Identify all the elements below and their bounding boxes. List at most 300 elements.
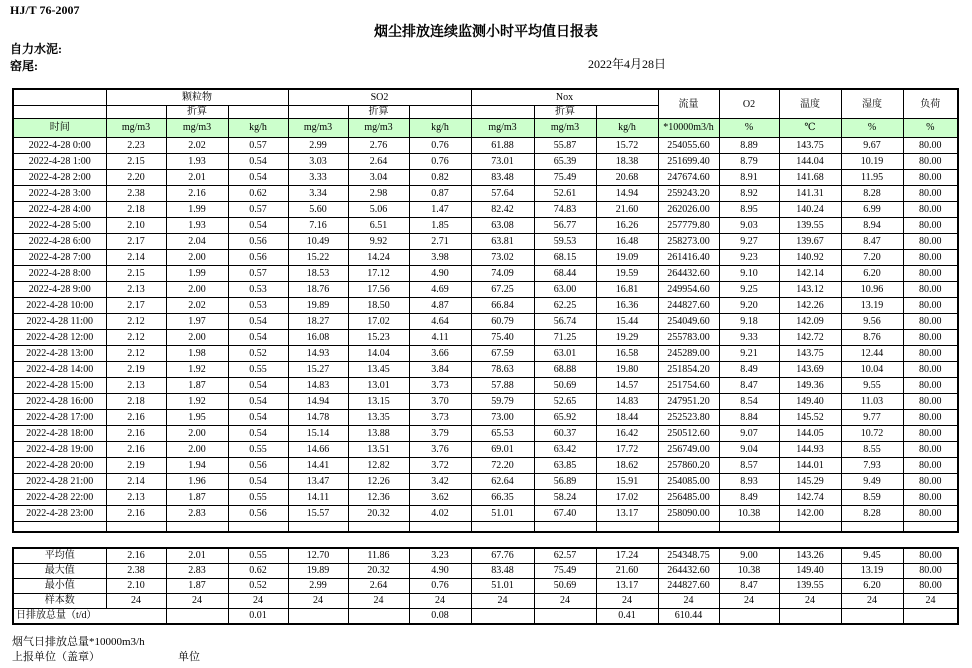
value-cell: 244827.60 bbox=[658, 298, 719, 314]
value-cell: 78.63 bbox=[471, 362, 534, 378]
value-cell: 59.53 bbox=[534, 234, 596, 250]
value-cell: 145.52 bbox=[779, 410, 841, 426]
value-cell: 0.53 bbox=[228, 282, 288, 298]
table-row bbox=[13, 458, 958, 474]
value-cell: 1.47 bbox=[409, 202, 471, 218]
value-cell: 12.36 bbox=[348, 490, 409, 506]
value-cell: 7.16 bbox=[288, 218, 348, 234]
group-header-so2: SO2 bbox=[288, 89, 471, 106]
value-cell: 9.10 bbox=[719, 266, 779, 282]
summary-value-cell: 0.52 bbox=[228, 579, 288, 594]
summary-value-cell: 11.86 bbox=[348, 548, 409, 564]
value-cell: 19.80 bbox=[596, 362, 658, 378]
value-cell: 1.92 bbox=[166, 394, 228, 410]
value-cell: 57.64 bbox=[471, 186, 534, 202]
value-cell: 62.64 bbox=[471, 474, 534, 490]
value-cell: 2.98 bbox=[348, 186, 409, 202]
value-cell: 4.11 bbox=[409, 330, 471, 346]
value-cell: 80.00 bbox=[903, 218, 958, 234]
summary-value-cell: 19.89 bbox=[288, 564, 348, 579]
value-cell: 4.87 bbox=[409, 298, 471, 314]
value-cell: 15.72 bbox=[596, 138, 658, 154]
value-cell: 9.20 bbox=[719, 298, 779, 314]
value-cell: 0.54 bbox=[228, 410, 288, 426]
value-cell: 2.00 bbox=[166, 442, 228, 458]
flue-gas-daily-total-note: 烟气日排放总量*10000m3/h bbox=[12, 636, 145, 648]
value-cell: 68.44 bbox=[534, 266, 596, 282]
value-cell: 140.24 bbox=[779, 202, 841, 218]
daily-total-value-cell: 0.08 bbox=[409, 609, 471, 625]
table-row bbox=[13, 298, 958, 314]
value-cell: 14.83 bbox=[288, 378, 348, 394]
table-row bbox=[13, 170, 958, 186]
summary-value-cell: 24 bbox=[471, 594, 534, 609]
value-cell: 2.00 bbox=[166, 250, 228, 266]
value-cell: 80.00 bbox=[903, 458, 958, 474]
value-cell: 67.25 bbox=[471, 282, 534, 298]
summary-label-cell: 样本数 bbox=[13, 594, 106, 609]
column-header-temperature: 温度 bbox=[779, 89, 841, 119]
summary-value-cell: 80.00 bbox=[903, 548, 958, 564]
unit-cell: mg/m3 bbox=[106, 119, 166, 138]
value-cell: 1.87 bbox=[166, 378, 228, 394]
value-cell: 1.93 bbox=[166, 154, 228, 170]
summary-label-cell: 最大值 bbox=[13, 564, 106, 579]
value-cell: 259243.20 bbox=[658, 186, 719, 202]
empty-cell bbox=[471, 522, 534, 533]
value-cell: 142.72 bbox=[779, 330, 841, 346]
value-cell: 141.31 bbox=[779, 186, 841, 202]
empty-cell bbox=[841, 522, 903, 533]
empty-cell bbox=[13, 522, 106, 533]
summary-value-cell: 254348.75 bbox=[658, 548, 719, 564]
value-cell: 8.93 bbox=[719, 474, 779, 490]
value-cell: 2.13 bbox=[106, 282, 166, 298]
value-cell: 2.15 bbox=[106, 154, 166, 170]
value-cell: 2.04 bbox=[166, 234, 228, 250]
value-cell: 65.39 bbox=[534, 154, 596, 170]
summary-value-cell: 9.00 bbox=[719, 548, 779, 564]
value-cell: 68.15 bbox=[534, 250, 596, 266]
value-cell: 141.68 bbox=[779, 170, 841, 186]
value-cell: 1.94 bbox=[166, 458, 228, 474]
column-header-o2: O2 bbox=[719, 89, 779, 119]
time-cell: 2022-4-28 6:00 bbox=[13, 234, 106, 250]
daily-total-value-cell bbox=[348, 609, 409, 625]
value-cell: 1.98 bbox=[166, 346, 228, 362]
summary-value-cell: 24 bbox=[106, 594, 166, 609]
value-cell: 18.38 bbox=[596, 154, 658, 170]
value-cell: 144.93 bbox=[779, 442, 841, 458]
column-header-load: 负荷 bbox=[903, 89, 958, 119]
summary-value-cell: 17.24 bbox=[596, 548, 658, 564]
converted-header-so2: 折算 bbox=[348, 106, 409, 119]
empty-cell bbox=[534, 522, 596, 533]
time-cell: 2022-4-28 15:00 bbox=[13, 378, 106, 394]
summary-label-cell: 最小值 bbox=[13, 579, 106, 594]
value-cell: 16.26 bbox=[596, 218, 658, 234]
value-cell: 2.64 bbox=[348, 154, 409, 170]
summary-value-cell: 24 bbox=[903, 594, 958, 609]
table-row bbox=[13, 314, 958, 330]
value-cell: 5.06 bbox=[348, 202, 409, 218]
value-cell: 0.62 bbox=[228, 186, 288, 202]
summary-value-cell: 2.10 bbox=[106, 579, 166, 594]
summary-value-cell: 24 bbox=[166, 594, 228, 609]
value-cell: 60.79 bbox=[471, 314, 534, 330]
value-cell: 7.20 bbox=[841, 250, 903, 266]
value-cell: 8.55 bbox=[841, 442, 903, 458]
unit-cell: ℃ bbox=[779, 119, 841, 138]
summary-value-cell: 3.23 bbox=[409, 548, 471, 564]
value-cell: 0.54 bbox=[228, 378, 288, 394]
value-cell: 14.11 bbox=[288, 490, 348, 506]
unit-cell: *10000m3/h bbox=[658, 119, 719, 138]
value-cell: 15.14 bbox=[288, 426, 348, 442]
table-row bbox=[13, 218, 958, 234]
value-cell: 6.51 bbox=[348, 218, 409, 234]
time-cell: 2022-4-28 9:00 bbox=[13, 282, 106, 298]
unit-label: 单位 bbox=[178, 651, 200, 663]
summary-value-cell: 24 bbox=[288, 594, 348, 609]
value-cell: 0.76 bbox=[409, 138, 471, 154]
value-cell: 142.26 bbox=[779, 298, 841, 314]
value-cell: 10.49 bbox=[288, 234, 348, 250]
table-row bbox=[13, 362, 958, 378]
value-cell: 249954.60 bbox=[658, 282, 719, 298]
value-cell: 66.35 bbox=[471, 490, 534, 506]
daily-total-value-cell bbox=[903, 609, 958, 625]
value-cell: 63.85 bbox=[534, 458, 596, 474]
value-cell: 9.04 bbox=[719, 442, 779, 458]
summary-value-cell: 75.49 bbox=[534, 564, 596, 579]
value-cell: 8.57 bbox=[719, 458, 779, 474]
value-cell: 14.78 bbox=[288, 410, 348, 426]
time-cell: 2022-4-28 8:00 bbox=[13, 266, 106, 282]
value-cell: 61.88 bbox=[471, 138, 534, 154]
unit-cell: mg/m3 bbox=[288, 119, 348, 138]
value-cell: 14.66 bbox=[288, 442, 348, 458]
value-cell: 63.00 bbox=[534, 282, 596, 298]
table-row bbox=[13, 234, 958, 250]
value-cell: 19.59 bbox=[596, 266, 658, 282]
value-cell: 2.20 bbox=[106, 170, 166, 186]
summary-value-cell: 2.16 bbox=[106, 548, 166, 564]
time-cell: 2022-4-28 20:00 bbox=[13, 458, 106, 474]
summary-row bbox=[13, 594, 958, 609]
value-cell: 3.04 bbox=[348, 170, 409, 186]
value-cell: 9.27 bbox=[719, 234, 779, 250]
time-cell: 2022-4-28 7:00 bbox=[13, 250, 106, 266]
value-cell: 1.95 bbox=[166, 410, 228, 426]
value-cell: 21.60 bbox=[596, 202, 658, 218]
value-cell: 1.87 bbox=[166, 490, 228, 506]
summary-value-cell: 50.69 bbox=[534, 579, 596, 594]
value-cell: 9.03 bbox=[719, 218, 779, 234]
value-cell: 9.49 bbox=[841, 474, 903, 490]
value-cell: 1.93 bbox=[166, 218, 228, 234]
empty-cell bbox=[903, 522, 958, 533]
value-cell: 13.19 bbox=[841, 298, 903, 314]
value-cell: 65.53 bbox=[471, 426, 534, 442]
value-cell: 149.36 bbox=[779, 378, 841, 394]
value-cell: 67.59 bbox=[471, 346, 534, 362]
value-cell: 251699.40 bbox=[658, 154, 719, 170]
value-cell: 15.44 bbox=[596, 314, 658, 330]
value-cell: 254055.60 bbox=[658, 138, 719, 154]
value-cell: 2.16 bbox=[106, 442, 166, 458]
value-cell: 80.00 bbox=[903, 186, 958, 202]
empty-cell bbox=[228, 522, 288, 533]
empty-header-cell bbox=[288, 106, 348, 119]
value-cell: 9.56 bbox=[841, 314, 903, 330]
hourly-data-table bbox=[12, 88, 959, 533]
value-cell: 18.44 bbox=[596, 410, 658, 426]
daily-total-value-cell bbox=[779, 609, 841, 625]
value-cell: 80.00 bbox=[903, 202, 958, 218]
summary-value-cell: 24 bbox=[658, 594, 719, 609]
value-cell: 83.48 bbox=[471, 170, 534, 186]
value-cell: 12.82 bbox=[348, 458, 409, 474]
value-cell: 52.61 bbox=[534, 186, 596, 202]
unit-cell: % bbox=[719, 119, 779, 138]
value-cell: 1.97 bbox=[166, 314, 228, 330]
value-cell: 4.69 bbox=[409, 282, 471, 298]
table-row bbox=[13, 154, 958, 170]
unit-cell: % bbox=[841, 119, 903, 138]
value-cell: 10.96 bbox=[841, 282, 903, 298]
time-cell: 2022-4-28 21:00 bbox=[13, 474, 106, 490]
daily-total-value-cell: 0.01 bbox=[228, 609, 288, 625]
value-cell: 80.00 bbox=[903, 426, 958, 442]
empty-cell bbox=[166, 522, 228, 533]
value-cell: 18.62 bbox=[596, 458, 658, 474]
value-cell: 2.15 bbox=[106, 266, 166, 282]
value-cell: 80.00 bbox=[903, 250, 958, 266]
value-cell: 142.74 bbox=[779, 490, 841, 506]
summary-value-cell: 2.83 bbox=[166, 564, 228, 579]
value-cell: 1.92 bbox=[166, 362, 228, 378]
value-cell: 252523.80 bbox=[658, 410, 719, 426]
value-cell: 3.34 bbox=[288, 186, 348, 202]
time-cell: 2022-4-28 13:00 bbox=[13, 346, 106, 362]
summary-label-cell: 平均值 bbox=[13, 548, 106, 564]
empty-cell bbox=[658, 522, 719, 533]
converted-header-nox: 折算 bbox=[534, 106, 596, 119]
value-cell: 0.55 bbox=[228, 442, 288, 458]
value-cell: 8.54 bbox=[719, 394, 779, 410]
value-cell: 2.99 bbox=[288, 138, 348, 154]
value-cell: 63.81 bbox=[471, 234, 534, 250]
value-cell: 80.00 bbox=[903, 490, 958, 506]
value-cell: 1.96 bbox=[166, 474, 228, 490]
value-cell: 0.55 bbox=[228, 490, 288, 506]
value-cell: 11.95 bbox=[841, 170, 903, 186]
value-cell: 2.16 bbox=[106, 410, 166, 426]
value-cell: 3.84 bbox=[409, 362, 471, 378]
value-cell: 5.60 bbox=[288, 202, 348, 218]
summary-value-cell: 24 bbox=[779, 594, 841, 609]
value-cell: 14.41 bbox=[288, 458, 348, 474]
value-cell: 3.70 bbox=[409, 394, 471, 410]
value-cell: 14.04 bbox=[348, 346, 409, 362]
value-cell: 63.08 bbox=[471, 218, 534, 234]
value-cell: 80.00 bbox=[903, 170, 958, 186]
value-cell: 8.49 bbox=[719, 490, 779, 506]
value-cell: 80.00 bbox=[903, 346, 958, 362]
value-cell: 2.00 bbox=[166, 330, 228, 346]
summary-value-cell: 8.47 bbox=[719, 579, 779, 594]
value-cell: 6.20 bbox=[841, 266, 903, 282]
table-row bbox=[13, 138, 958, 154]
value-cell: 257860.20 bbox=[658, 458, 719, 474]
value-cell: 9.55 bbox=[841, 378, 903, 394]
value-cell: 17.56 bbox=[348, 282, 409, 298]
value-cell: 80.00 bbox=[903, 234, 958, 250]
group-header-nox: Nox bbox=[471, 89, 658, 106]
value-cell: 0.54 bbox=[228, 330, 288, 346]
header-row-units bbox=[13, 119, 958, 138]
value-cell: 56.74 bbox=[534, 314, 596, 330]
summary-value-cell: 24 bbox=[596, 594, 658, 609]
time-cell: 2022-4-28 0:00 bbox=[13, 138, 106, 154]
value-cell: 74.83 bbox=[534, 202, 596, 218]
value-cell: 13.88 bbox=[348, 426, 409, 442]
unit-cell: kg/h bbox=[409, 119, 471, 138]
value-cell: 2.12 bbox=[106, 330, 166, 346]
daily-total-row bbox=[13, 609, 958, 625]
value-cell: 80.00 bbox=[903, 314, 958, 330]
value-cell: 13.01 bbox=[348, 378, 409, 394]
value-cell: 144.01 bbox=[779, 458, 841, 474]
empty-cell bbox=[106, 522, 166, 533]
summary-value-cell: 80.00 bbox=[903, 579, 958, 594]
value-cell: 2.16 bbox=[166, 186, 228, 202]
value-cell: 3.72 bbox=[409, 458, 471, 474]
summary-value-cell: 62.57 bbox=[534, 548, 596, 564]
summary-value-cell: 2.99 bbox=[288, 579, 348, 594]
value-cell: 0.56 bbox=[228, 506, 288, 522]
value-cell: 2.18 bbox=[106, 394, 166, 410]
value-cell: 80.00 bbox=[903, 330, 958, 346]
value-cell: 256749.00 bbox=[658, 442, 719, 458]
value-cell: 80.00 bbox=[903, 474, 958, 490]
summary-value-cell: 10.38 bbox=[719, 564, 779, 579]
value-cell: 264432.60 bbox=[658, 266, 719, 282]
value-cell: 4.02 bbox=[409, 506, 471, 522]
summary-row bbox=[13, 548, 958, 564]
summary-value-cell: 13.19 bbox=[841, 564, 903, 579]
value-cell: 7.93 bbox=[841, 458, 903, 474]
value-cell: 17.02 bbox=[596, 490, 658, 506]
table-row bbox=[13, 186, 958, 202]
value-cell: 261416.40 bbox=[658, 250, 719, 266]
value-cell: 0.55 bbox=[228, 362, 288, 378]
value-cell: 2.12 bbox=[106, 314, 166, 330]
value-cell: 1.99 bbox=[166, 202, 228, 218]
time-cell: 2022-4-28 16:00 bbox=[13, 394, 106, 410]
summary-value-cell: 21.60 bbox=[596, 564, 658, 579]
summary-value-cell: 1.87 bbox=[166, 579, 228, 594]
table-row bbox=[13, 442, 958, 458]
value-cell: 254049.60 bbox=[658, 314, 719, 330]
unit-cell: kg/h bbox=[596, 119, 658, 138]
value-cell: 16.48 bbox=[596, 234, 658, 250]
summary-value-cell: 24 bbox=[534, 594, 596, 609]
value-cell: 63.01 bbox=[534, 346, 596, 362]
summary-value-cell: 51.01 bbox=[471, 579, 534, 594]
value-cell: 13.35 bbox=[348, 410, 409, 426]
value-cell: 2.02 bbox=[166, 298, 228, 314]
value-cell: 2.83 bbox=[166, 506, 228, 522]
value-cell: 51.01 bbox=[471, 506, 534, 522]
empty-cell bbox=[779, 522, 841, 533]
daily-total-value-cell bbox=[166, 609, 228, 625]
value-cell: 18.76 bbox=[288, 282, 348, 298]
summary-value-cell: 4.90 bbox=[409, 564, 471, 579]
empty-header-cell bbox=[596, 106, 658, 119]
value-cell: 8.28 bbox=[841, 186, 903, 202]
value-cell: 0.82 bbox=[409, 170, 471, 186]
value-cell: 8.47 bbox=[719, 378, 779, 394]
value-cell: 69.01 bbox=[471, 442, 534, 458]
value-cell: 256485.00 bbox=[658, 490, 719, 506]
column-header-flow: 流量 bbox=[658, 89, 719, 119]
summary-value-cell: 139.55 bbox=[779, 579, 841, 594]
value-cell: 14.57 bbox=[596, 378, 658, 394]
value-cell: 9.33 bbox=[719, 330, 779, 346]
value-cell: 16.36 bbox=[596, 298, 658, 314]
value-cell: 8.94 bbox=[841, 218, 903, 234]
value-cell: 65.92 bbox=[534, 410, 596, 426]
value-cell: 142.00 bbox=[779, 506, 841, 522]
summary-value-cell: 20.32 bbox=[348, 564, 409, 579]
table-row bbox=[13, 282, 958, 298]
value-cell: 2.14 bbox=[106, 250, 166, 266]
value-cell: 80.00 bbox=[903, 378, 958, 394]
value-cell: 80.00 bbox=[903, 298, 958, 314]
value-cell: 20.68 bbox=[596, 170, 658, 186]
value-cell: 1.85 bbox=[409, 218, 471, 234]
value-cell: 9.77 bbox=[841, 410, 903, 426]
value-cell: 9.25 bbox=[719, 282, 779, 298]
time-cell: 2022-4-28 23:00 bbox=[13, 506, 106, 522]
time-cell: 2022-4-28 19:00 bbox=[13, 442, 106, 458]
value-cell: 0.54 bbox=[228, 394, 288, 410]
value-cell: 0.54 bbox=[228, 170, 288, 186]
summary-value-cell: 9.45 bbox=[841, 548, 903, 564]
value-cell: 3.66 bbox=[409, 346, 471, 362]
value-cell: 14.24 bbox=[348, 250, 409, 266]
time-cell: 2022-4-28 12:00 bbox=[13, 330, 106, 346]
summary-value-cell: 0.55 bbox=[228, 548, 288, 564]
value-cell: 245289.00 bbox=[658, 346, 719, 362]
reporting-unit-label: 上报单位（盖章） bbox=[12, 651, 100, 663]
corner-cell bbox=[13, 89, 106, 106]
summary-value-cell: 24 bbox=[409, 594, 471, 609]
value-cell: 2.14 bbox=[106, 474, 166, 490]
value-cell: 10.19 bbox=[841, 154, 903, 170]
value-cell: 13.17 bbox=[596, 506, 658, 522]
value-cell: 143.75 bbox=[779, 346, 841, 362]
value-cell: 73.02 bbox=[471, 250, 534, 266]
summary-value-cell: 2.01 bbox=[166, 548, 228, 564]
value-cell: 0.56 bbox=[228, 250, 288, 266]
value-cell: 0.54 bbox=[228, 218, 288, 234]
value-cell: 251754.60 bbox=[658, 378, 719, 394]
value-cell: 18.53 bbox=[288, 266, 348, 282]
value-cell: 15.23 bbox=[348, 330, 409, 346]
